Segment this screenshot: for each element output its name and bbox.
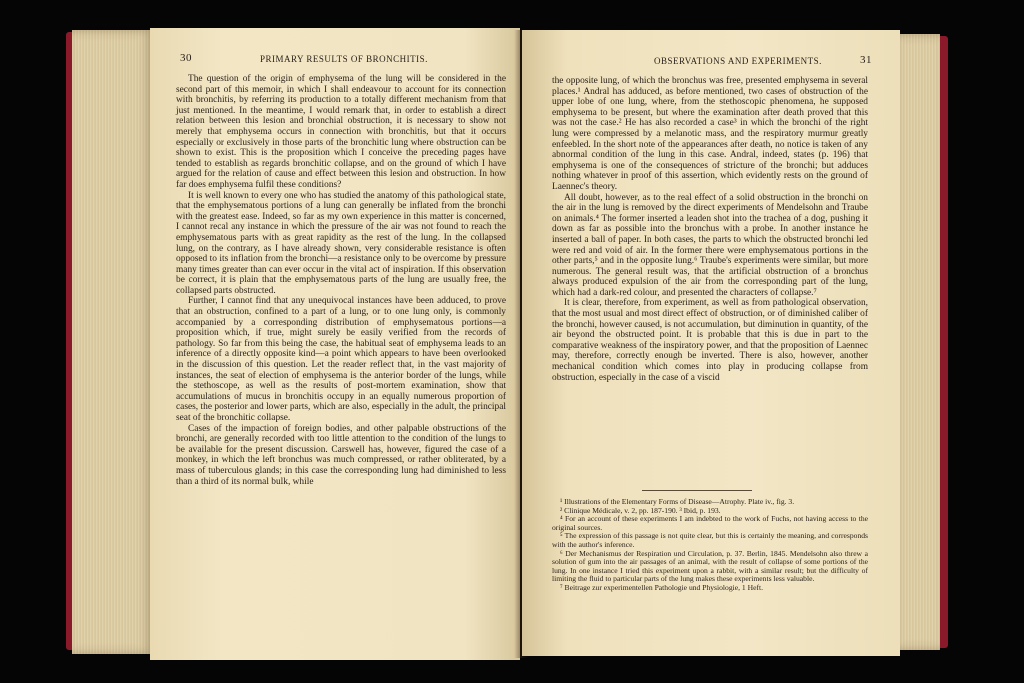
paragraph: It is clear, therefore, from experiment, as well as from pathological observation, that the most usual and most direct effect of obstruction, or of diminished caliber of the bronchi, however caused, is not accumulation, but diminution in quantity, of the air beyond the obstructed point. It is probable that this is due in part to the comparative weakness of the inspiratory power, and that the proposition of Laennec may, therefore, correctly enough be inverted. There is also, however, another mechanical condition which comes into play in producing collapse from obstruction, especially in the case of a viscid (552, 298, 868, 383)
page-number-left: 30 (180, 52, 192, 64)
footnote-rule (642, 490, 752, 491)
footnote: ² Clinique Médicale, v. 2, pp. 187-190. ³ Ibid, p. 193. (560, 505, 721, 515)
left-page (150, 28, 520, 660)
paragraph: It is well known to every one who has studied the anatomy of this pathological state, that the emphysematous portions of a lung can generally be inflated from the bronchi with the greatest ease. Indeed, so far as my own experience in this matter is concerned, I cannot recal any instance in which the pressure of the air was not found to reach the emphysematous parts with as great rapidity as the rest of the lung. In the collapsed lung, on the contrary, as I have already shown, very considerable resistance is often opposed to its inflation from the bronchi—a resistance only to be overcome by pressure many times greater than can ever occur in the vital act of inspiration. If this observation be correct, it is plain that the emphysematous parts of the lung are usually free, the collapsed parts obstructed. (176, 190, 506, 296)
footnote: ⁷ Beitrage zur experimentellen Pathologie und Physiologie, 1 Heft. (560, 582, 763, 592)
footnote: ⁴ For an account of these experiments I am indebted to the work of Fuchs, not having access to the original sources. (552, 514, 868, 532)
page-edges-left (72, 30, 154, 654)
paragraph: The question of the origin of emphysema of the lung will be considered in the second part of this memoir, in which I shall endeavour to account for its connection with bronchitis, by referring its production to a totally different mechanism from that just mentioned. In the meantime, I would remark that, in order to establish a direct relation between this lesion and bronchial obstruction, it is necessary to show not merely that emphysema occurs in connection with bronchitis, but that it occurs especially or exclusively in those parts of the bronchitic lung where obstruction can be shown to exist. This is the proposition which I conceive the preceding pages have tended to establish as regards bronchitic collapse, and on the ground of which I have argued for the relation of cause and effect between this lesion and obstruction. In how far does emphysema fulfil these conditions? (176, 74, 506, 190)
footnote: ¹ Illustrations of the Elementary Forms of Disease—Atrophy. Plate iv., fig. 3. (560, 497, 795, 506)
footnote: ⁶ Der Mechanismus der Respiration und Circulation, p. 37. Berlin, 1845. Mendelsohn also threw a solution of gum into the air passages of an animal, with the result of collapse of some portions of the lung. In one instance I tried this experiment upon a rabbit, with a similar result; but the difficulty of limiting the fluid to particular parts of the lung makes these experiments less valuable. (552, 548, 868, 584)
paragraph: Further, I cannot find that any unequivocal instances have been adduced, to prove that an obstruction, confined to a part of a lung, or to one lung only, is commonly accompanied by a corresponding distribution of emphysematous portions—a proposition which, if true, might surely be easily verified from the records of pathology. So far from this being the case, the habitual seat of emphysema leads to an inference of a directly opposite kind—a point which appears to have been overlooked in the discussion of this question. Let the reader reflect that, in the vast majority of instances, the seat of election of emphysema is the anterior border of the lungs, while the stethoscope, as well as the results of post-mortem examination, show that accumulations of mucus in bronchitis occupy in an equally numerous proportion of cases, the posterior and lower parts, which are also, especially in the adult, the principal seat of the bronchitic collapse. (176, 296, 506, 423)
page-number-right: 31 (860, 54, 872, 66)
paragraph: All doubt, however, as to the real effect of a solid obstruction in the bronchi on the air in the lung is removed by the direct experiments of Mendelsohn and Traube on animals.⁴ The former inserted a leaden shot into the trachea of a dog, pushing it down as far as possible into the bronchus with a probe. In another instance he inserted a ball of paper. In both cases, the parts to which the obstructed bronchi led were red and void of air. In the former there were emphysematous portions in the other parts,⁵ and in the opposite lung.⁶ Traube's experiments were similar, but more numerous. The general result was, that the artificial obstruction of a bronchus always produced expulsion of the air from the corresponding part of the lung, which had a dark-red colour, and presented the characters of collapse.⁷ (552, 192, 868, 298)
footnotes (552, 498, 868, 593)
paragraph: the opposite lung, of which the bronchus was free, presented emphysema in several places.¹ Andral has adduced, as before mentioned, two cases of obstruction of the upper lobe of one lung, where, from the stethoscopic phenomena, he supposed emphysema to be present, but where the examination after death proved that this was not the case.² He has also recorded a case³ in which the bronchi of the right lung were compressed by a melanotic mass, and the respiratory murmur greatly enfeebled. In the short note of the appearances after death, no notice is taken of any abnormal condition of the lung in this case. Andral, indeed, states (p. 196) that emphysema is one of the consequences of stricture of the bronchi; but adduces nothing whatever in proof of this assertion, which evidently rests on the ground of Laennec's theory. (552, 76, 868, 192)
running-head-left: PRIMARY RESULTS OF BRONCHITIS. (260, 54, 428, 64)
right-page-text (552, 76, 868, 383)
left-page-text (176, 74, 506, 487)
running-head-right: OBSERVATIONS AND EXPERIMENTS. (654, 56, 822, 66)
paragraph: Cases of the impaction of foreign bodies, and other palpable obstructions of the bronchi, are generally recorded with too little attention to the condition of the lungs to be available for the present discussion. Carswell has, however, figured the case of a monkey, in which the left bronchus was much compressed, or rather obliterated, by a mass of tuberculous glands; in this case the corresponding lung had diminished to less than a third of its normal bulk, while (176, 423, 506, 487)
footnote: ⁵ The expression of this passage is not quite clear, but this is certainly the meaning, and corresponds with the author's inference. (552, 531, 868, 549)
right-page (522, 30, 900, 656)
